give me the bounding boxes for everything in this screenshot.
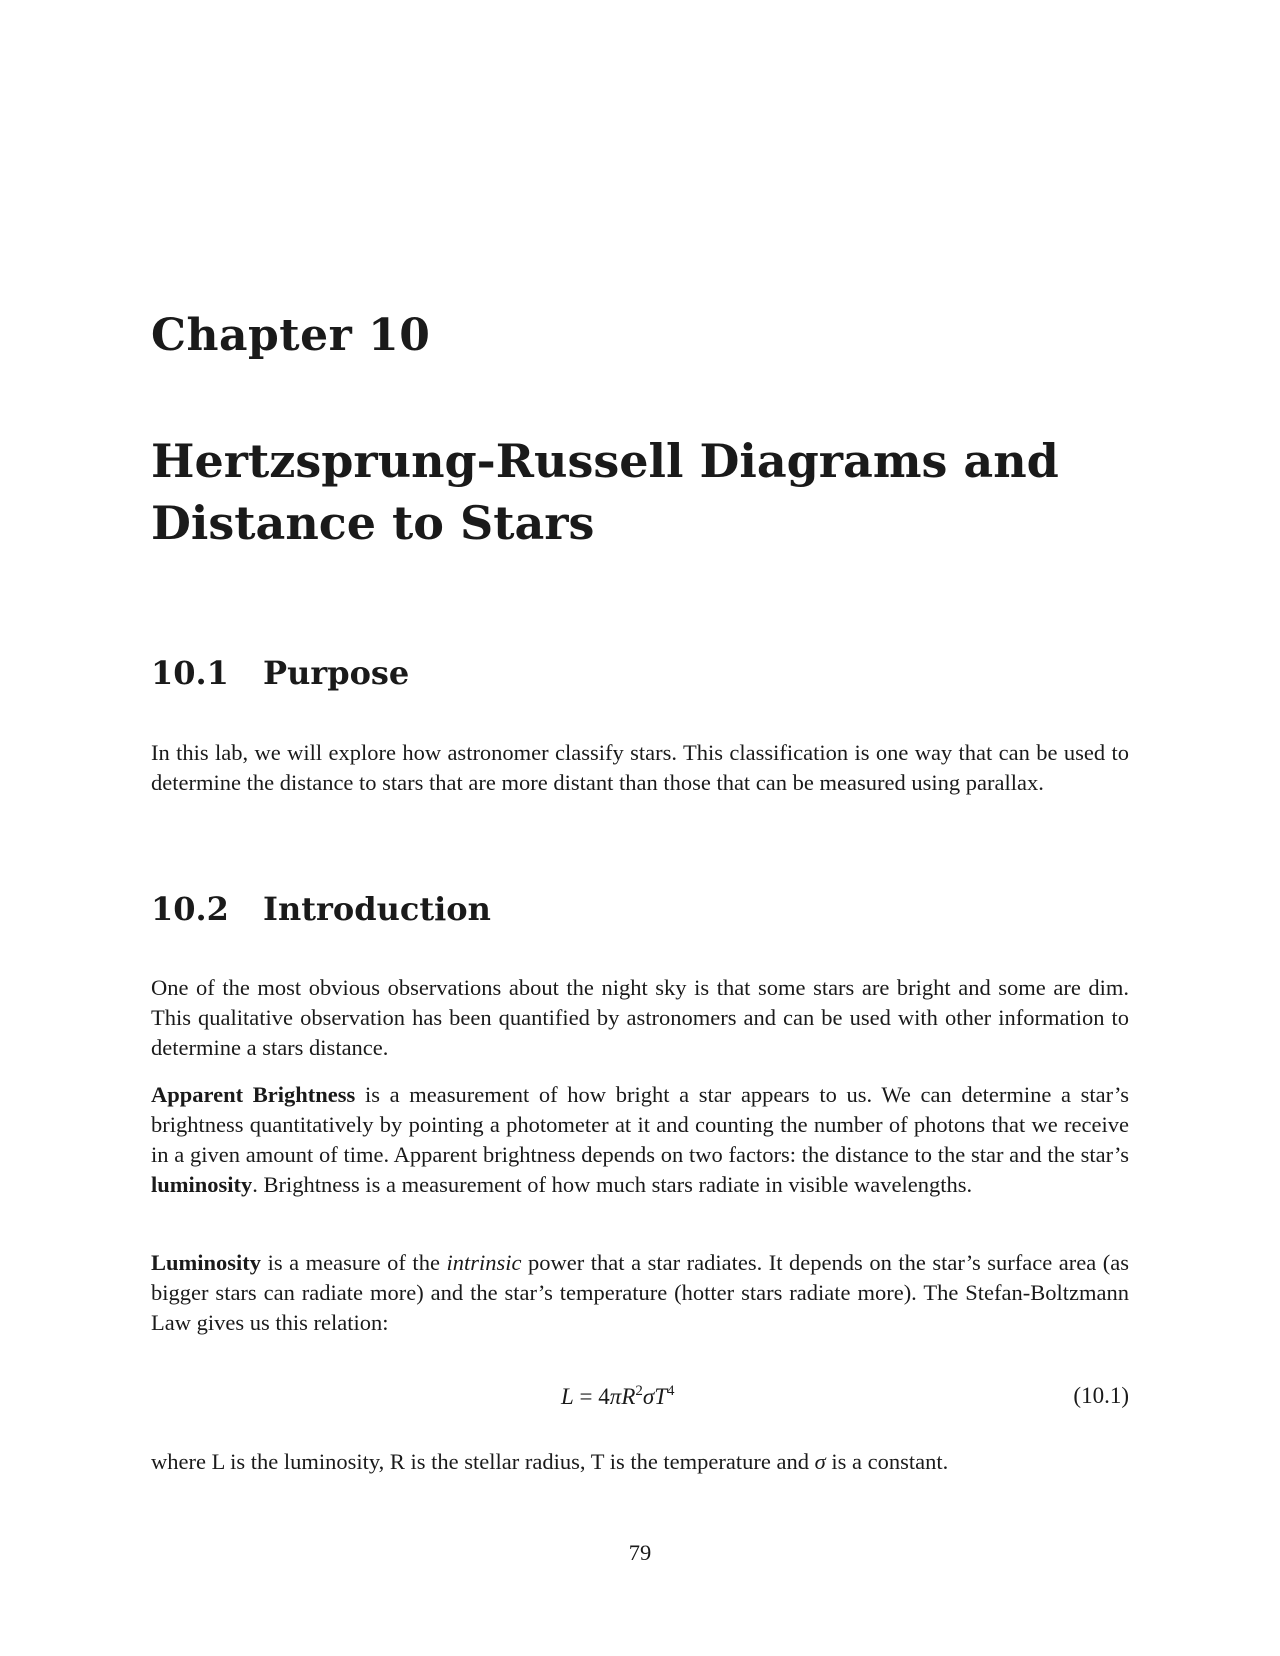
emphasis-intrinsic: intrinsic xyxy=(446,1250,522,1275)
section-title: Purpose xyxy=(263,654,410,692)
equation-number: (10.1) xyxy=(1073,1383,1129,1408)
purpose-paragraph: In this lab, we will explore how astronomer classify stars. This classification is one way that can be used to determine the distance to stars that are more distant than those that can be measured using parallax. xyxy=(151,740,1129,795)
document-page xyxy=(151,0,1129,1656)
chapter-label: Chapter 10 xyxy=(151,310,431,361)
section-heading-introduction xyxy=(151,890,491,928)
term-apparent-brightness: Apparent Brightness xyxy=(151,1082,356,1107)
stefan-boltzmann-equation: $L = 4\pi R^2\sigma T^4$ xyxy=(561,1383,675,1409)
section-number: 10.1 xyxy=(151,654,229,692)
equation-block xyxy=(151,1383,1129,1417)
term-luminosity-def: Luminosity xyxy=(151,1250,262,1275)
intro-paragraph-1: One of the most obvious observations about the night sky is that some stars are bright and some are dim. This qualitative observation has been quantified by astronomers and can be used with other information to determine a stars distance. xyxy=(151,975,1129,1060)
sigma-symbol: σ xyxy=(814,1449,826,1474)
intro-paragraph-luminosity: Luminosity is a measure of the intrinsic power that a star radiates. It depends on the star’s surface area (as bigger stars can radiate more) and the star’s temperature (hotter stars radiate more). The Stefan-Boltzmann Law gives us this relation: xyxy=(151,1250,1129,1335)
section-heading-purpose xyxy=(151,654,409,692)
term-luminosity: luminosity xyxy=(151,1172,253,1197)
chapter-title: Hertzsprung-Russell Diagrams and Distance to Stars xyxy=(151,434,1059,550)
intro-paragraph-apparent-brightness: Apparent Brightness is a measurement of how bright a star appears to us. We can determine a star’s brightness quantitatively by pointing a photometer at it and counting the number of photons that we receive in a given amount of time. Apparent brightness depends on two factors: the distance to the star and the star’s luminosity. Brightness is a measurement of how much stars radiate in visible wavelengths. xyxy=(151,1082,1129,1197)
equation-explanation: where L is the luminosity, R is the stellar radius, T is the temperature and σ is a constant. xyxy=(151,1449,949,1474)
page-number: 79 xyxy=(628,1540,652,1565)
section-title: Introduction xyxy=(263,890,491,928)
section-number: 10.2 xyxy=(151,890,229,928)
